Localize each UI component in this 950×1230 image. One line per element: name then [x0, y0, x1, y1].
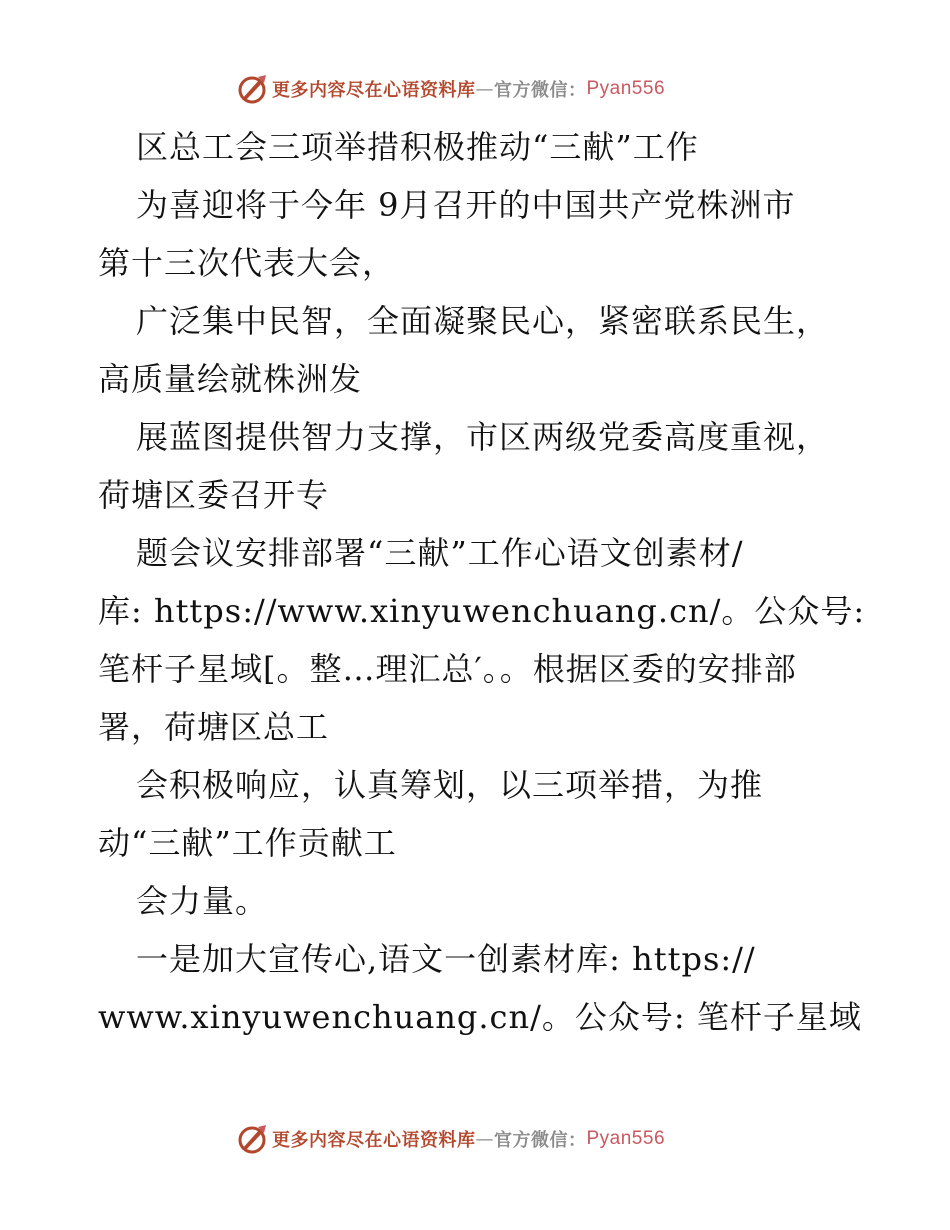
text-line: 高质量绘就株洲发	[98, 360, 363, 398]
text-line: 广泛集中民智，全面凝聚民心，紧密联系民生，	[136, 302, 830, 340]
text-line: 一是加大宣传心,语文一创素材库: https://	[136, 940, 756, 978]
document-title: 区总工会三项举措积极推动“三献”工作	[136, 128, 699, 166]
text-line: 库: https://www.xinyuwenchuang.cn/。公众号:	[98, 592, 866, 630]
banner-dash: —	[475, 1128, 494, 1150]
text-line: 展蓝图提供智力支撑，市区两级党委高度重视，	[136, 418, 830, 456]
text-line: 会力量。	[136, 882, 269, 920]
text-line: www.xinyuwenchuang.cn/。公众号: 笔杆子星域	[98, 998, 862, 1036]
banner-main-text: 更多内容尽在心语资料库	[272, 1130, 476, 1151]
quill-logo-icon	[236, 73, 268, 105]
text-line: 会积极响应，认真筹划，以三项举措，为推	[136, 766, 764, 804]
text-line: 题会议安排部署“三献”工作心语文创素材/	[136, 534, 744, 572]
banner-dash: —	[475, 78, 494, 100]
banner-wechat-label: 官方微信：	[494, 1130, 587, 1151]
quill-logo-icon	[236, 1123, 268, 1155]
text-line: 动“三献”工作贡献工	[98, 824, 397, 862]
text-line: 笔杆子星域[。整…理汇总′。。根据区委的安排部	[98, 650, 797, 688]
text-line: 第十三次代表大会，	[98, 244, 396, 282]
footer-banner	[236, 1122, 665, 1156]
text-line: 为喜迎将于今年 9月召开的中国共产党株洲市	[136, 186, 796, 224]
banner-wechat-id: Pyan556	[586, 78, 666, 99]
header-banner	[236, 72, 665, 106]
document-body	[98, 118, 866, 1046]
banner-wechat-label: 官方微信：	[494, 80, 587, 101]
banner-wechat-id: Pyan556	[586, 1128, 666, 1149]
banner-main-text: 更多内容尽在心语资料库	[272, 80, 476, 101]
text-line: 署，荷塘区总工	[98, 708, 330, 746]
text-line: 荷塘区委召开专	[98, 476, 330, 514]
